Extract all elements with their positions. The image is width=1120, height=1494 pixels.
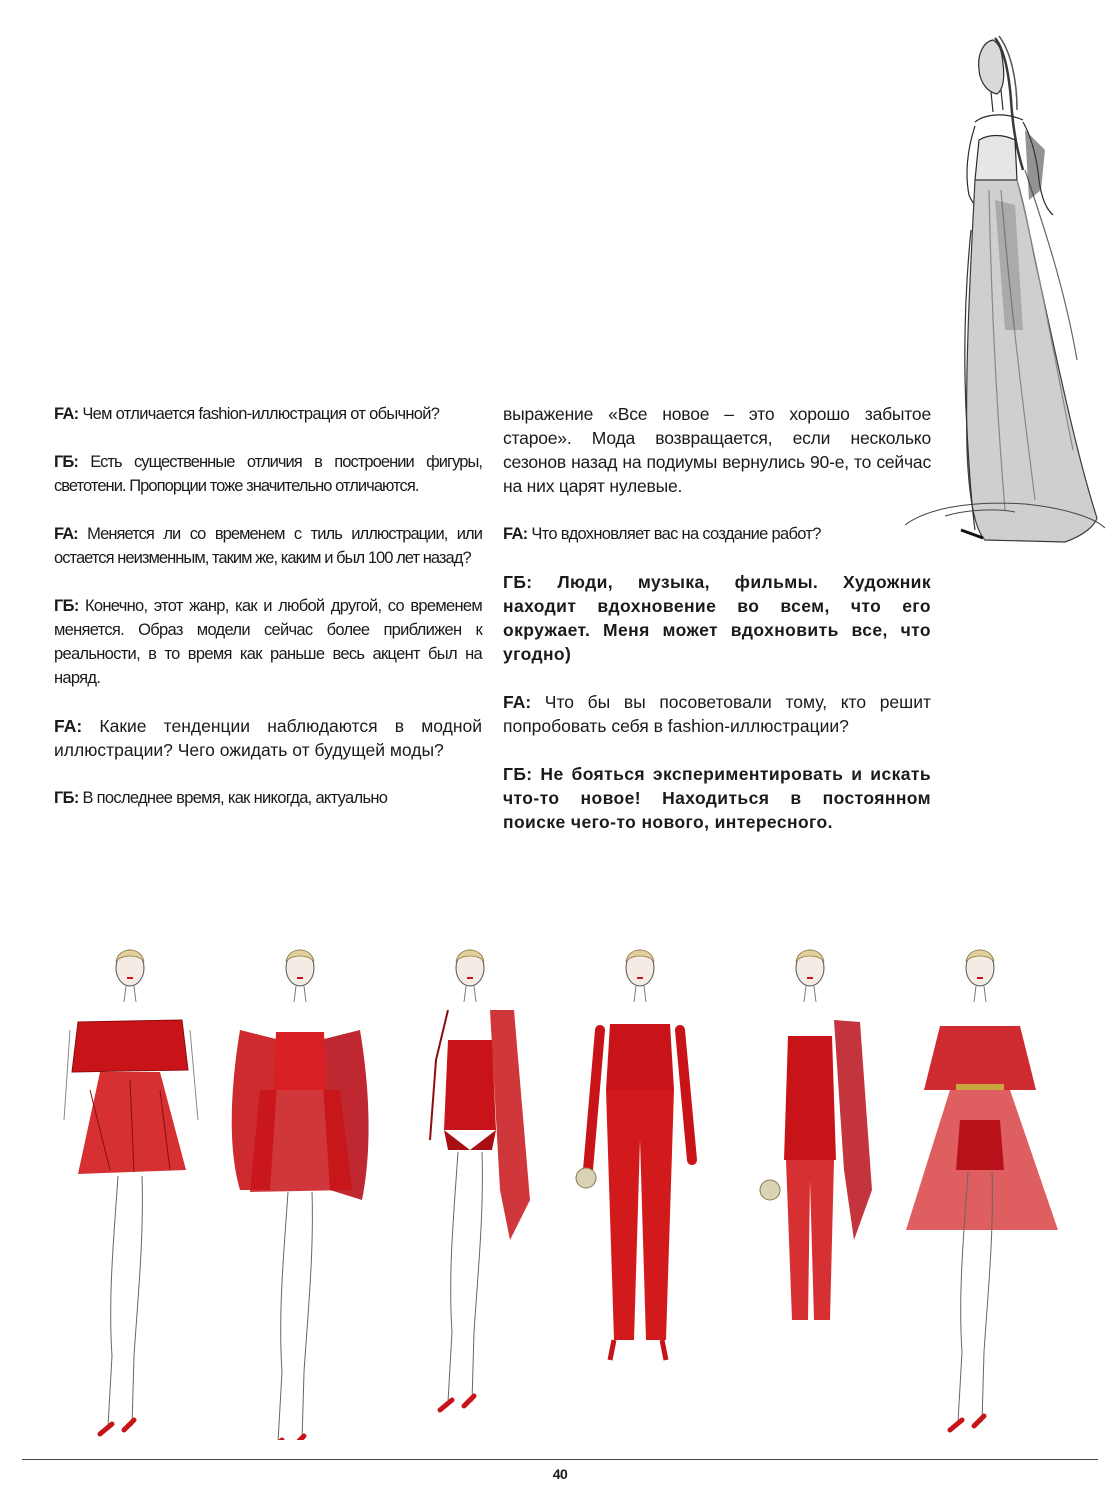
interview-question xyxy=(503,690,931,738)
lineup-figure-6 xyxy=(906,950,1058,1430)
red-collection-lineup-illustration xyxy=(60,940,1060,1440)
answer-text: Не бояться экспериментировать и искать что-то новое! Находиться в постоянном поиске чего-то нового, интересного. xyxy=(503,764,931,832)
interview-answer xyxy=(54,594,482,690)
lineup-figure-1 xyxy=(64,950,198,1434)
lineup-figure-5 xyxy=(760,950,872,1320)
lineup-figure-4 xyxy=(576,950,692,1360)
interview-column-left xyxy=(54,402,482,834)
interview-column-right xyxy=(503,402,931,858)
question-text: Чем отличается fashion-иллюстрация от обычной? xyxy=(78,405,440,423)
page-number: 40 xyxy=(552,1466,568,1482)
interview-answer xyxy=(503,762,931,834)
interview-question xyxy=(54,522,482,570)
lineup-figure-3 xyxy=(430,950,530,1410)
speaker-label: FA: xyxy=(54,525,78,543)
answer-text: Люди, музыка, фильмы. Художник находит вдохновение во всем, что его окружает. Меня может вдохновить все, что угодно) xyxy=(503,572,931,664)
footer-divider xyxy=(22,1459,1098,1460)
question-text: Какие тенденции наблюдаются в модной иллюстрации? Чего ожидать от будущей моды? xyxy=(54,716,482,760)
answer-text: выражение «Все новое – это хорошо забытое старое». Мода возвращается, если несколько сезонов назад на подиумы вернулись 90-е, то сейчас на них царят нулевые. xyxy=(503,404,931,496)
interview-answer xyxy=(54,786,482,810)
interview-answer-continued xyxy=(503,402,931,498)
speaker-label: FA: xyxy=(503,692,532,712)
interview-answer xyxy=(54,450,482,498)
lineup-figure-2 xyxy=(232,950,369,1440)
interview-question xyxy=(54,714,482,762)
speaker-label: FA: xyxy=(503,525,528,543)
speaker-label: ГБ: xyxy=(54,597,79,615)
speaker-label: ГБ: xyxy=(54,789,79,807)
interview-answer xyxy=(503,570,931,666)
speaker-label: ГБ: xyxy=(503,764,533,784)
answer-text: В последнее время, как никогда, актуально xyxy=(78,789,388,807)
question-text: Что вдохновляет вас на создание работ? xyxy=(527,525,821,543)
speaker-label: ГБ: xyxy=(503,572,533,592)
question-text: Что бы вы посоветовали тому, кто решит попробовать себя в fashion-иллюстрации? xyxy=(503,692,931,736)
interview-question xyxy=(503,522,931,546)
speaker-label: FA: xyxy=(54,716,83,736)
answer-text: Конечно, этот жанр, как и любой другой, со временем меняется. Образ модели сейчас более приближен к реальности, в то время как раньше весь акцент был на наряд. xyxy=(54,597,482,687)
answer-text: Есть существенные отличия в построении фигуры, светотени. Пропорции тоже значительно отличаются. xyxy=(54,453,482,495)
speaker-label: FA: xyxy=(54,405,79,423)
interview-question xyxy=(54,402,482,426)
question-text: Меняется ли со временем с тиль иллюстрации, или остается неизменным, таким же, каким и был 100 лет назад? xyxy=(54,525,482,567)
speaker-label: ГБ: xyxy=(54,453,78,471)
fashion-sketch-gown-illustration xyxy=(905,30,1105,560)
